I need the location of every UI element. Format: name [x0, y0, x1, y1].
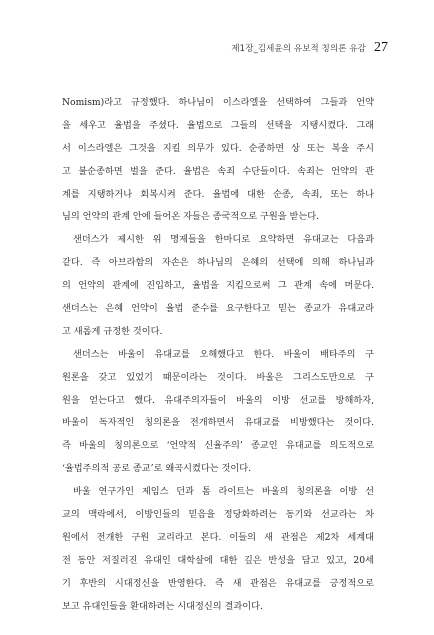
body-line: Nomism)라고 규정했다. 하나님이 이스라엘을 선택하여 그들과 언약	[62, 97, 374, 108]
running-header	[231, 40, 388, 56]
body-line: 교의 맥락에서, 이방인들의 믿음을 정당화하려는 동기와 선교라는 차	[62, 509, 374, 521]
body-line: 바울 연구가인 제임스 던과 톰 라이트는 바울의 칭의론을 이방 선	[73, 486, 374, 498]
body-text	[62, 92, 374, 618]
body-line: 전 동안 저질러진 유대인 대학살에 대한 깊은 반성을 담고 있고, 20세	[62, 554, 374, 566]
body-line: 을 세우고 율법을 주셨다. 율법으로 그들의 선택을 지탱시켰다. 그래	[62, 119, 374, 131]
body-line: 서 이스라엘은 그것을 지킬 의무가 있다. 순종하면 상 또는 복을 주시	[62, 142, 374, 154]
body-line: 원을 얻는다고 했다. 유대주의자들이 바울의 이방 선교를 방해하자,	[62, 394, 374, 406]
body-line: 바울이 독자적인 칭의론을 전개하면서 유대교를 비방했다는 것이다.	[62, 417, 374, 429]
body-line: 보고 유대인들을 환대하려는 시대정신의 결과이다.	[62, 600, 263, 612]
body-line: 고 새롭게 규정한 것이다.	[62, 325, 163, 337]
body-line: 기 후반의 시대정신을 반영한다. 즉 새 관점은 유대교를 긍정적으로	[62, 577, 374, 589]
body-line: 같다. 즉 아브라함의 자손은 하나님의 은혜의 선택에 의해 하나님과	[62, 257, 374, 269]
body-line: 계를 지탱하거나 회복시켜 준다. 율법에 대한 순종, 속죄, 또는 하나	[62, 188, 374, 200]
body-line: 샌더스가 제시한 위 명제들을 한마디로 요약하면 유대교는 다음과	[73, 234, 374, 246]
body-line: 원론을 갖고 있었기 때문이라는 것이다. 바울은 그리스도만으로 구	[62, 371, 374, 383]
body-line: 샌더스는 은혜 언약이 율법 준수를 요구한다고 믿는 종교가 유대교라	[62, 303, 374, 315]
body-line: 고 불순종하면 벌을 준다. 율법은 속죄 수단들이다. 속죄는 언약의 관	[62, 165, 374, 177]
body-line: 님의 언약의 관계 안에 들어온 자들은 종국적으로 구원을 받는다.	[62, 211, 320, 223]
body-line: 즉 바울의 칭의론으로 ‘언약적 신율주의’ 종교인 유대교를 의도적으로	[62, 440, 374, 452]
body-line: 샌더스는 바울이 유대교를 오해했다고 한다. 바울이 배타주의 구	[73, 348, 374, 360]
running-title: 제1장_김세윤의 유보적 칭의론 유감	[231, 44, 366, 54]
body-line: 원에서 전개한 구원 교리라고 본다. 이들의 새 관점은 제2차 세계대	[62, 531, 374, 543]
page-number: 27	[374, 40, 388, 55]
body-line: 의 언약의 관계에 진입하고, 율법을 지킴으로써 그 관계 속에 머문다.	[62, 280, 374, 292]
body-line: ‘율법주의적 공로 종교’로 왜곡시켰다는 것이다.	[62, 463, 252, 475]
